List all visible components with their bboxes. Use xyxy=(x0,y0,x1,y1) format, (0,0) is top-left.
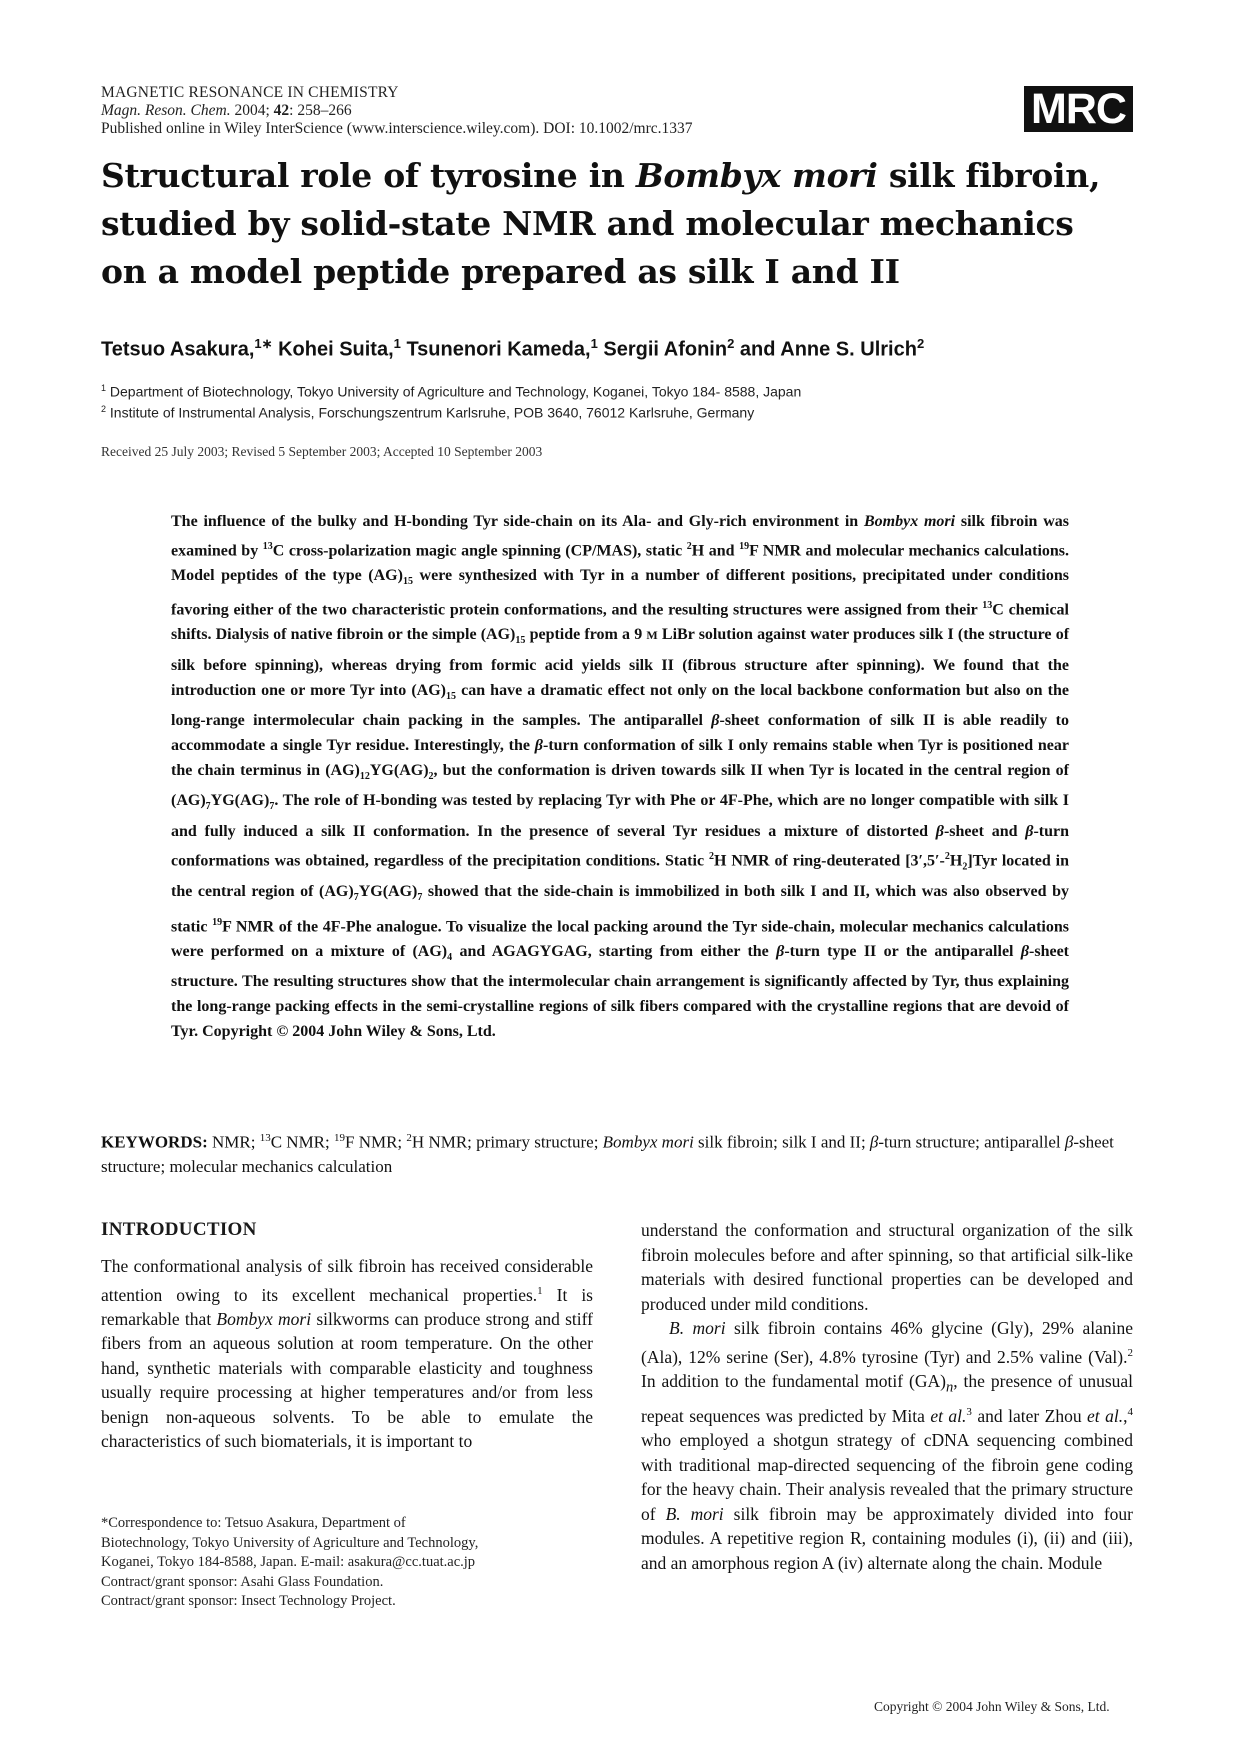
mrc-logo: MRC xyxy=(1024,86,1133,132)
citation: Magn. Reson. Chem. 2004; 42: 258–266 xyxy=(101,102,352,119)
author: and Anne S. Ulrich xyxy=(739,338,917,361)
published-online: Published online in Wiley InterScience (www.interscience.wiley.com). DOI: 10.1002/mrc.1337 xyxy=(101,120,693,137)
correspondence-footnote: *Correspondence to: Tetsuo Asakura, Department of Biotechnology, Tokyo University of Agriculture and Technology, Koganei, Tokyo 184-8588, Japan. E-mail: asakura@cc.tuat.ac.jp Contract/grant sponsor: Asahi Glass Foundation. Contract/grant sponsor: Insect Technology Project. xyxy=(101,1515,479,1609)
copyright-footer: Copyright © 2004 John Wiley & Sons, Ltd. xyxy=(874,1699,1110,1714)
affiliation: $^1$ Department of Biotechnology, Tokyo University of Agriculture and Technology, Koganei, Tokyo 184- 8588, Japan xyxy=(101,383,802,400)
keywords: KEYWORDS: NMR; $^{13}$C NMR; $^{19}$F NMR; $^2$H NMR; primary structure; Bombyx mori silk fibroin; silk I and II; β-turn structure; antiparallel β-sheet structure; molecular mechanics calculation xyxy=(101,1132,1114,1176)
body-column-left: The conformational analysis of silk fibroin has received considerable attention owing to its excellent mechanical properties.$^1$ It is remarkable that Bombyx mori silkworms can produce strong and stiff fibers from an aqueous solution at room temperature. On the other hand, synthetic materials with comparable elasticity and toughness usually require processing at higher temperatures and/or from less benign non-aqueous solvents. To be able to emulate the characteristics of such biomaterials, it is important to xyxy=(101,1256,593,1452)
author: Tsunenori Kameda, xyxy=(406,338,591,361)
section-heading-introduction: INTRODUCTION xyxy=(101,1219,257,1240)
abstract: The influence of the bulky and H-bonding Tyr side-chain on its Ala- and Gly-rich environment in Bombyx mori silk fibroin was examined by $^{13}$C cross-polarization magic angle spinning (CP/MAS), static $^2$H and $^{19}$F NMR and molecular mechanics calculations. Model peptides of the type $(AG)_{15}$ were synthesized with Tyr in a number of different positions, precipitated under conditions favoring either of the two characteristic protein conformations, and the resulting structures were assigned from their $^{13}$C chemical shifts. Dialysis of native fibroin or the simple $(AG)_{15}$ peptide from a 9 M LiBr solution against water produces silk I (the structure of silk before spinning), whereas drying from formic acid yields silk II (fibrous structure after spinning). We found that the introduction one or more Tyr into $(AG)_{15}$ can have a dramatic effect not only on the local backbone conformation but also on the long-range intermolecular chain packing in the samples. The antiparallel β-sheet conformation of silk II is able readily to accommodate a single Tyr residue. Interestingly, the β-turn conformation of silk I only remains stable when Tyr is positioned near the chain terminus in $(AG)_{12}YG(AG)_2$, but the conformation is driven towards silk II when Tyr is located in the central region of $(AG)_7YG(AG)_7$. The role of H-bonding was tested by replacing Tyr with Phe or 4F-Phe, which are no longer compatible with silk I and fully induced a silk II conformation. In the presence of several Tyr residues a mixture of distorted β-sheet and β-turn conformations was obtained, regardless of the precipitation conditions. Static $^2$H NMR of ring-deuterated $[3',5'-^2H_2]Tyr$ located in the central region of $(AG)_7YG(AG)_7$ showed that the side-chain is immobilized in both silk I and II, which was also observed by static $^{19}$F NMR of the 4F-Phe analogue. To visualize the local packing around the Tyr side-chain, molecular mechanics calculations were performed on a mixture of $(AG)_4$ and AGAGYGAG, starting from either the β-turn type II or the antiparallel β-sheet structure. The resulting structures show that the intermolecular chain arrangement is significantly affected by Tyr, thus explaining the long-range packing effects in the semi-crystalline regions of silk fibers compared with the crystalline regions that are devoid of Tyr. Copyright © 2004 John Wiley & Sons, Ltd. xyxy=(171,513,1070,1040)
author: Tetsuo Asakura, xyxy=(101,338,255,361)
author-list: Tetsuo Asakura,$^{1∗}$ Kohei Suita,$^1$ Tsunenori Kameda,$^1$ Sergii Afonin$^2$ and Anne S. Ulrich$^2$ xyxy=(101,336,925,361)
journal-header xyxy=(101,84,693,138)
author: Sergii Afonin xyxy=(603,338,728,361)
body-column-right: understand the conformation and structural organization of the silk fibroin molecules before and after spinning, so that artificial silk-like materials with desired functional properties can be developed and produced under mild conditions. B. mori silk fibroin contains 46% glycine (Gly), 29% alanine (Ala), 12% serine (Ser), 4.8% tyrosine (Tyr) and 2.5% valine (Val).$^2$ In addition to the fundamental motif $(GA)_n$, the presence of unusual repeat sequences was predicted by Mita et al.$^3$ and later Zhou et al.,$^4$ who employed a shotgun strategy of cDNA sequencing combined with traditional map-directed sequencing of the fibroin gene coding for the heavy chain. Their analysis revealed that the primary structure of B. mori silk fibroin may be approximately divided into four modules. A repetitive region R, containing modules (i), (ii) and (iii), and an amorphous region A (iv) alternate along the chain. Module xyxy=(641,1220,1134,1573)
author: Kohei Suita, xyxy=(278,338,394,361)
journal-name: MAGNETIC RESONANCE IN CHEMISTRY xyxy=(101,84,399,101)
article-title: Structural role of tyrosine in Bombyx mori silk fibroin, studied by solid-state NMR and molecular mechanics on a model peptide prepared as silk I and II xyxy=(101,156,1101,291)
affiliation: $^2$ Institute of Instrumental Analysis, Forschungszentrum Karlsruhe, POB 3640, 76012 Karlsruhe, Germany xyxy=(101,404,755,421)
received-dates: Received 25 July 2003; Revised 5 September 2003; Accepted 10 September 2003 xyxy=(101,444,543,459)
